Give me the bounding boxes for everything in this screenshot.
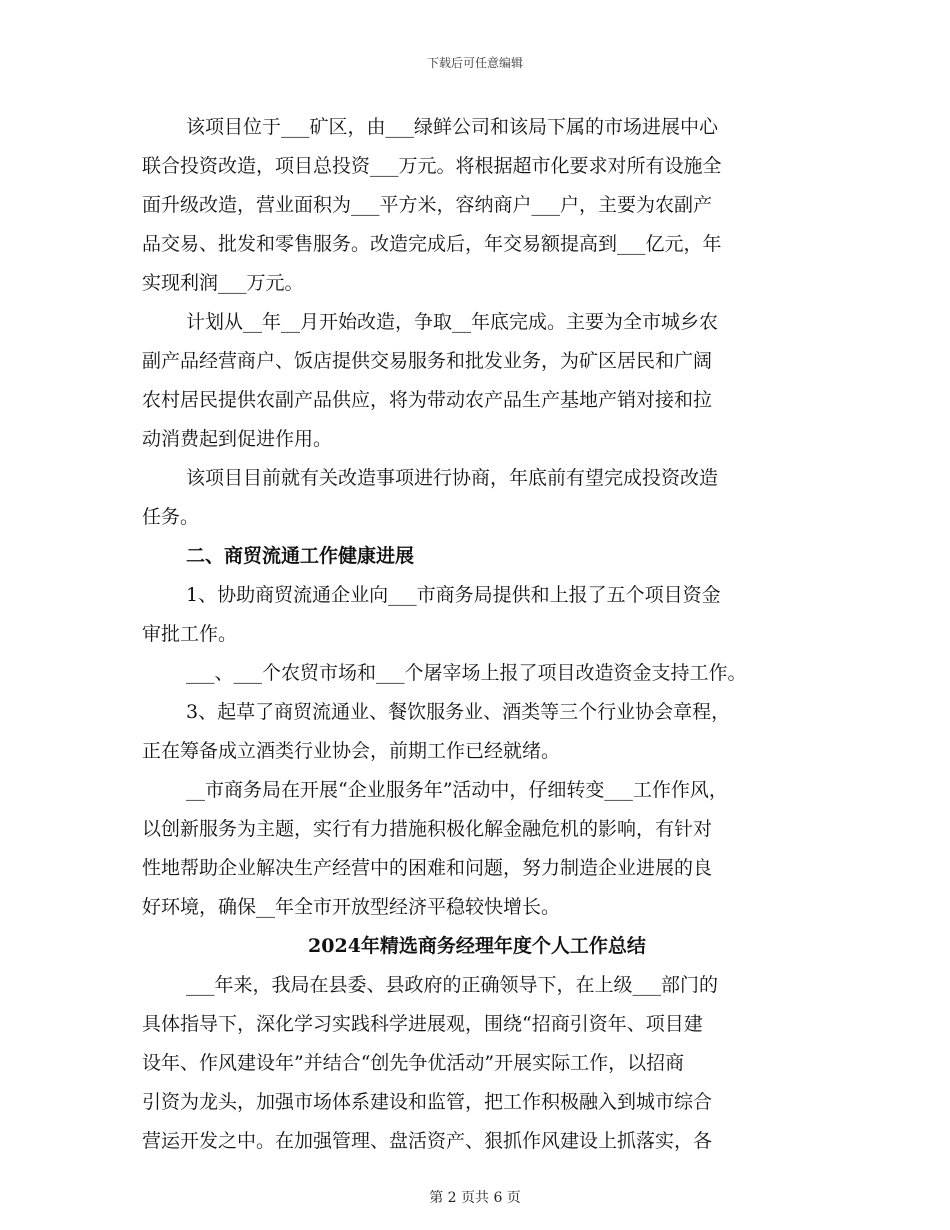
paragraph [142, 966, 812, 1161]
paragraph [142, 771, 812, 927]
text-line: 营运开发之中。在加强管理、盘活资产、狠抓作风建设上抓落实，各 [142, 1130, 713, 1152]
text-line: 审批工作。 [142, 623, 238, 645]
text-line: ___、___个农贸市场和___个屠宰场上报了项目改造资金支持工作。 [186, 662, 747, 684]
text-line: 动消费起到促进作用。 [142, 428, 333, 450]
text-line: 计划从__年__月开始改造，争取__年底完成。主要为全市城乡农 [186, 311, 719, 333]
article-title: 2024年精选商务经理年度个人工作总结 [308, 935, 646, 957]
text-line: 3、起草了商贸流通业、餐饮服务业、酒类等三个行业协会章程， [186, 701, 731, 723]
page-footer: 第 2 页共 6 页 [429, 1190, 521, 1206]
text-line: 副产品经营商户、饭店提供交易服务和批发业务，为矿区居民和广阔 [142, 350, 713, 372]
text-line: 面升级改造，营业面积为___平方米，容纳商户___户，主要为农副产 [142, 194, 713, 216]
text-line: 具体指导下，深化学习实践科学进展观，围绕“招商引资年、项目建 [142, 1013, 703, 1035]
text-line: 该项目位于___矿区，由___绿鲜公司和该局下属的市场进展中心 [186, 116, 719, 138]
text-line: 好环境，确保__年全市开放型经济平稳较快增长。 [142, 896, 561, 918]
text-line: 任务。 [142, 506, 200, 528]
text-line: 1、协助商贸流通企业向___市商务局提供和上报了五个项目资金 [186, 584, 721, 606]
page-header: 下载后可任意编辑 [426, 56, 523, 70]
paragraph [142, 654, 812, 693]
paragraph [142, 693, 812, 771]
paragraph [142, 303, 812, 459]
text-line: 该项目目前就有关改造事项进行协商，年底前有望完成投资改造 [186, 467, 719, 489]
text-line: 引资为龙头，加强市场体系建设和监管，把工作积极融入到城市综合 [142, 1091, 713, 1113]
text-line: 联合投资改造，项目总投资___万元。将根据超市化要求对所有设施全 [142, 155, 722, 177]
text-line: 正在筹备成立酒类行业协会，前期工作已经就绪。 [142, 740, 561, 762]
section-heading: 二、商贸流通工作健康进展 [186, 545, 415, 567]
text-line: 设年、作风建设年”并结合“创先争优活动”开展实际工作，以招商 [142, 1052, 685, 1074]
text-line: 以创新服务为主题，实行有力措施积极化解金融危机的影响，有针对 [142, 818, 713, 840]
document-body [142, 108, 812, 1161]
text-line: 农村居民提供农副产品供应，将为带动农产品生产基地产销对接和拉 [142, 389, 713, 411]
text-line: ___年来，我局在县委、县政府的正确领导下，在上级___部门的 [186, 974, 719, 996]
paragraph [142, 459, 812, 537]
text-line: __市商务局在开展“企业服务年”活动中，仔细转变___工作作风， [186, 779, 728, 801]
text-line: 性地帮助企业解决生产经营中的困难和问题，努力制造企业进展的良 [142, 857, 713, 879]
paragraph [142, 576, 812, 654]
text-line: 实现利润___万元。 [142, 272, 304, 294]
paragraph [142, 108, 812, 303]
text-line: 品交易、批发和零售服务。改造完成后，年交易额提高到___亿元，年 [142, 233, 722, 255]
